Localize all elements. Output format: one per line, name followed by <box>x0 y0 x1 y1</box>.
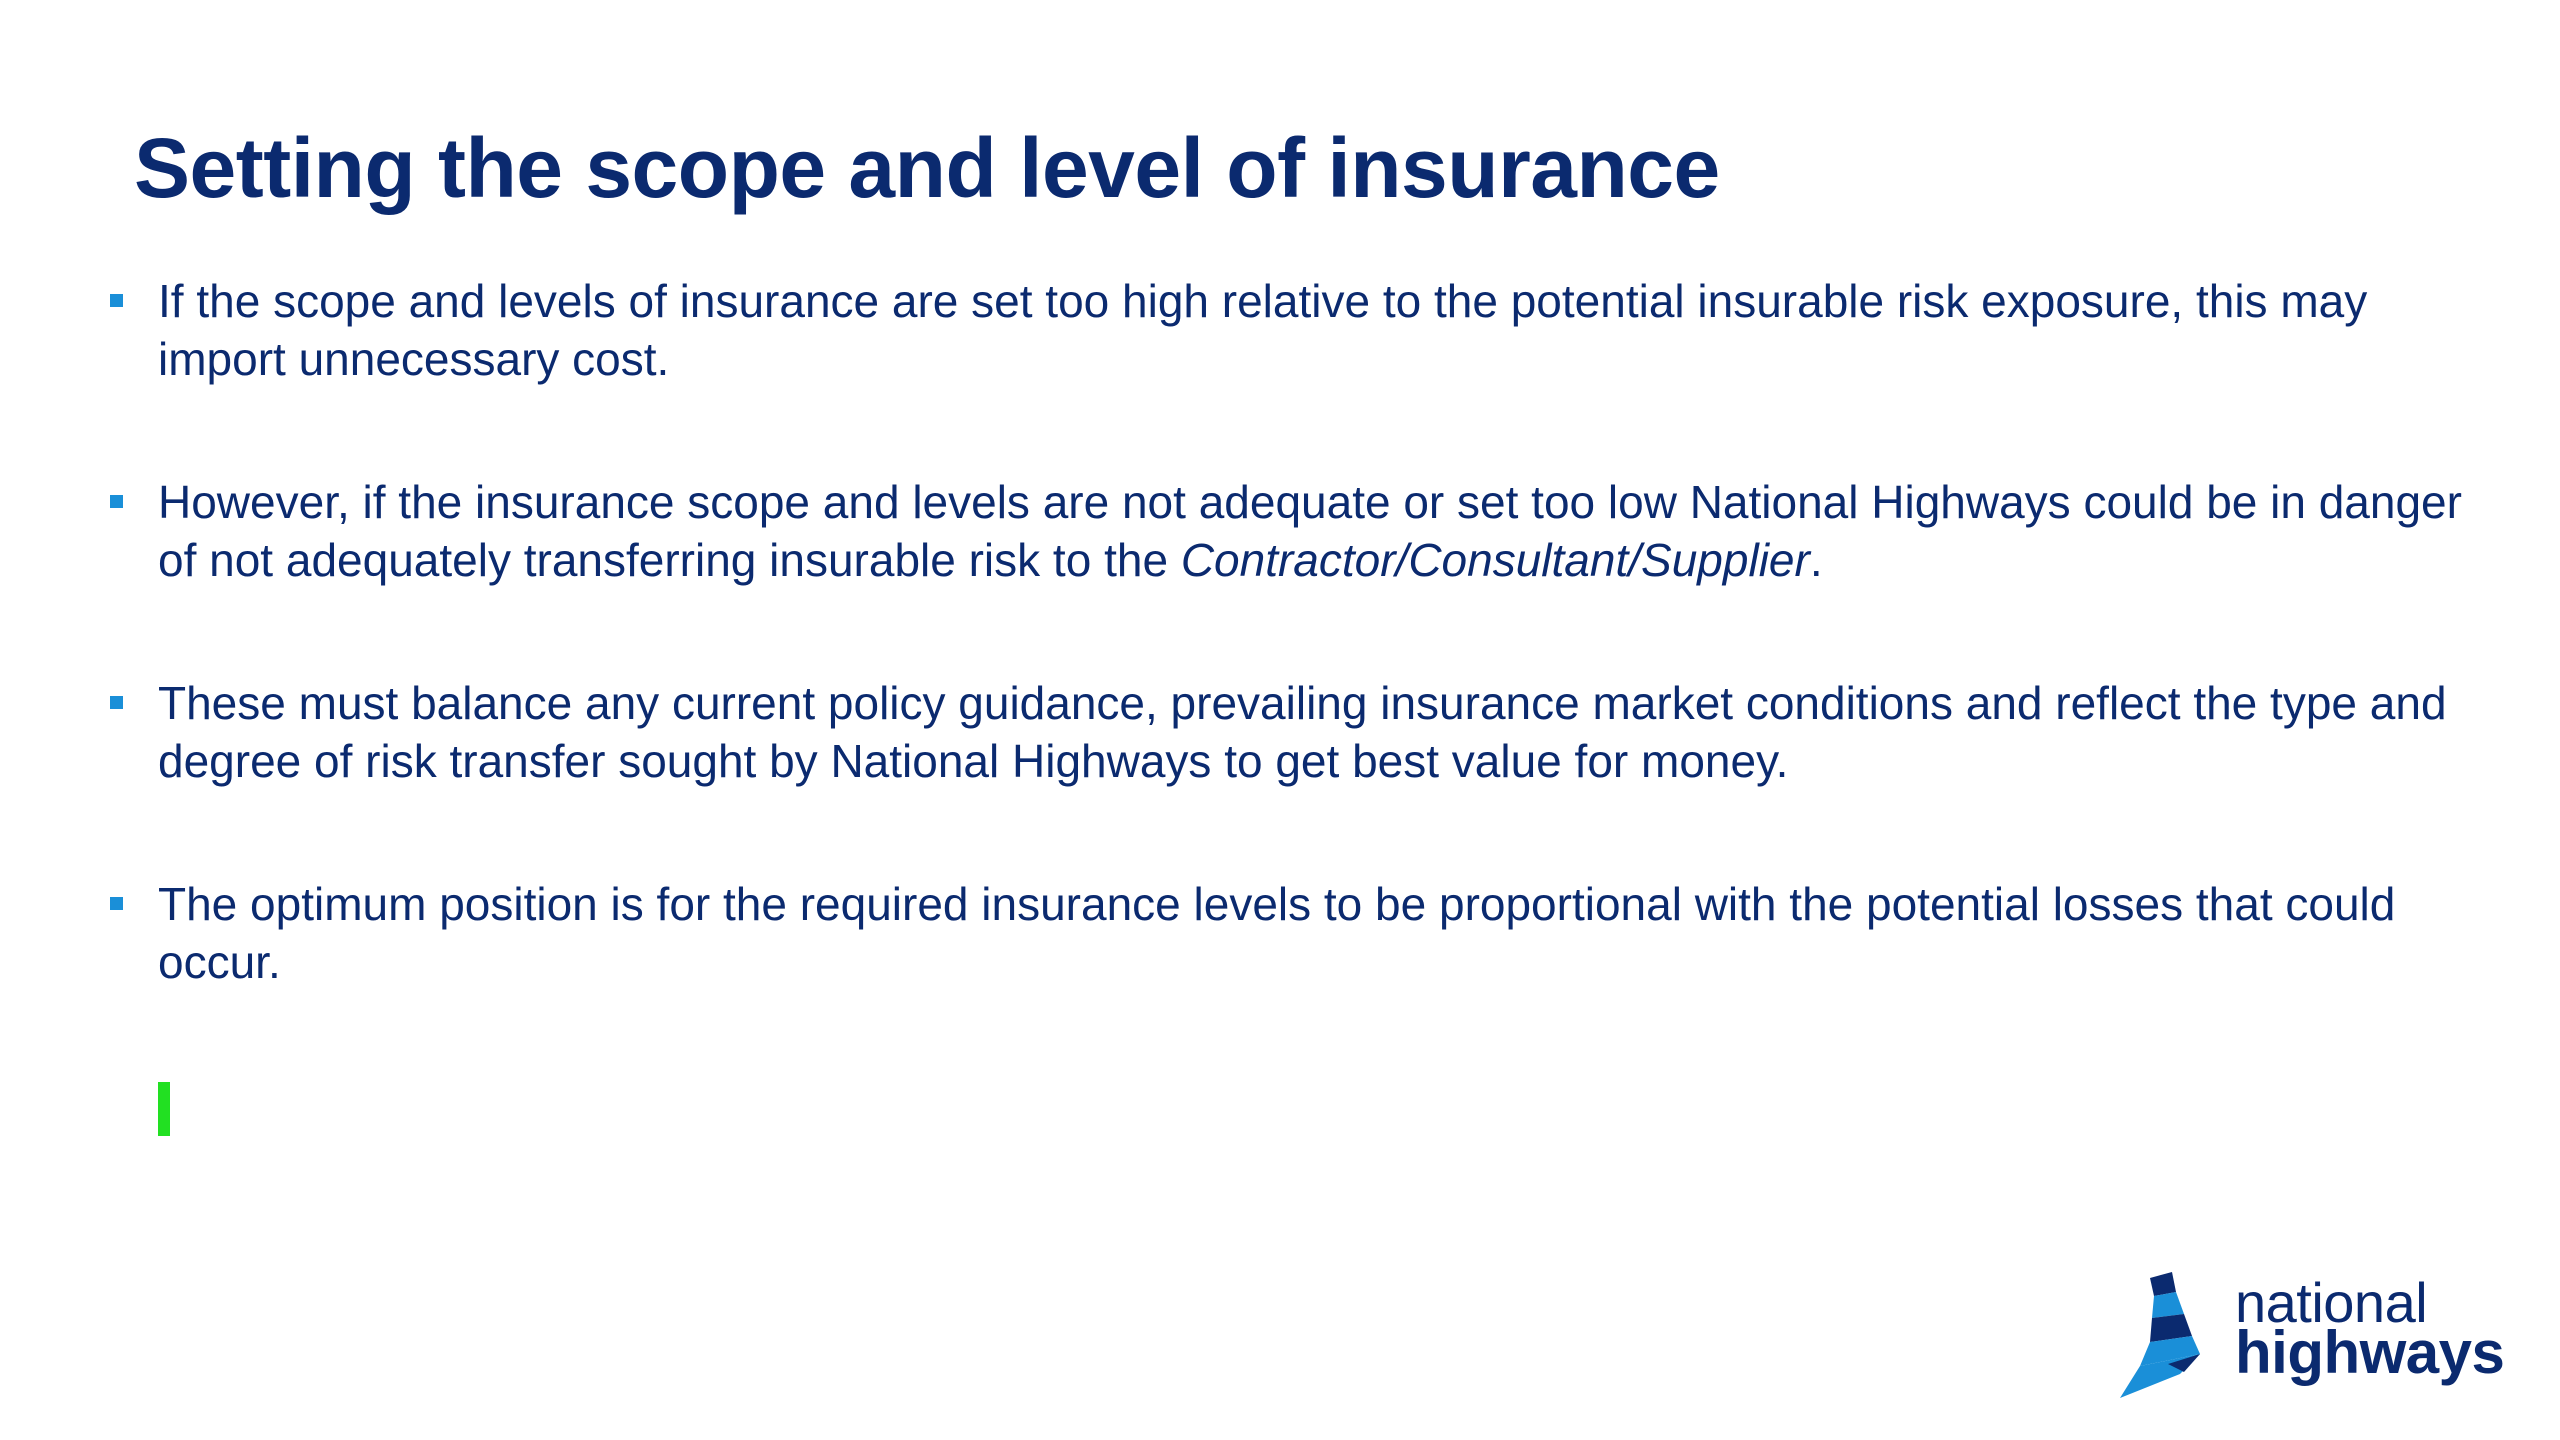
bullet-text-part: However, if the insurance scope and levels are not adequate or set too low National Highways could be in danger of not adequately transferring insurable risk to the <box>158 476 2462 586</box>
logo-word-highways: highways <box>2235 1319 2505 1386</box>
bullet-text <box>158 476 2462 586</box>
square-bullet-icon <box>110 897 123 910</box>
square-bullet-icon <box>110 294 123 307</box>
bullet-list <box>106 272 2506 1076</box>
bullet-item-1 <box>106 272 2506 388</box>
national-highways-logo-icon <box>2110 1270 2240 1400</box>
square-bullet-icon <box>110 495 123 508</box>
logo-word-national: national <box>2235 1271 2428 1334</box>
bullet-item-2 <box>106 473 2506 589</box>
bullet-text-part: . <box>1809 534 1823 586</box>
slide-title: Setting the scope and level of insurance <box>134 121 1720 215</box>
text-cursor[interactable] <box>158 1082 170 1136</box>
bullet-item-3 <box>106 674 2506 790</box>
bullet-text: If the scope and levels of insurance are set too high relative to the potential insurable risk exposure, this may import unnecessary cost. <box>158 275 2368 385</box>
bullet-text: The optimum position is for the required insurance levels to be proportional with the potential losses that could occur. <box>158 878 2396 988</box>
bullet-text-italic: Contractor/Consultant/Supplier <box>1180 534 1810 586</box>
square-bullet-icon <box>110 696 123 709</box>
national-highways-logo <box>2110 1270 2520 1400</box>
bullet-text: These must balance any current policy guidance, prevailing insurance market conditions and reflect the type and degree of risk transfer sought by National Highways to get best value for money. <box>158 677 2447 787</box>
bullet-item-4 <box>106 875 2506 991</box>
